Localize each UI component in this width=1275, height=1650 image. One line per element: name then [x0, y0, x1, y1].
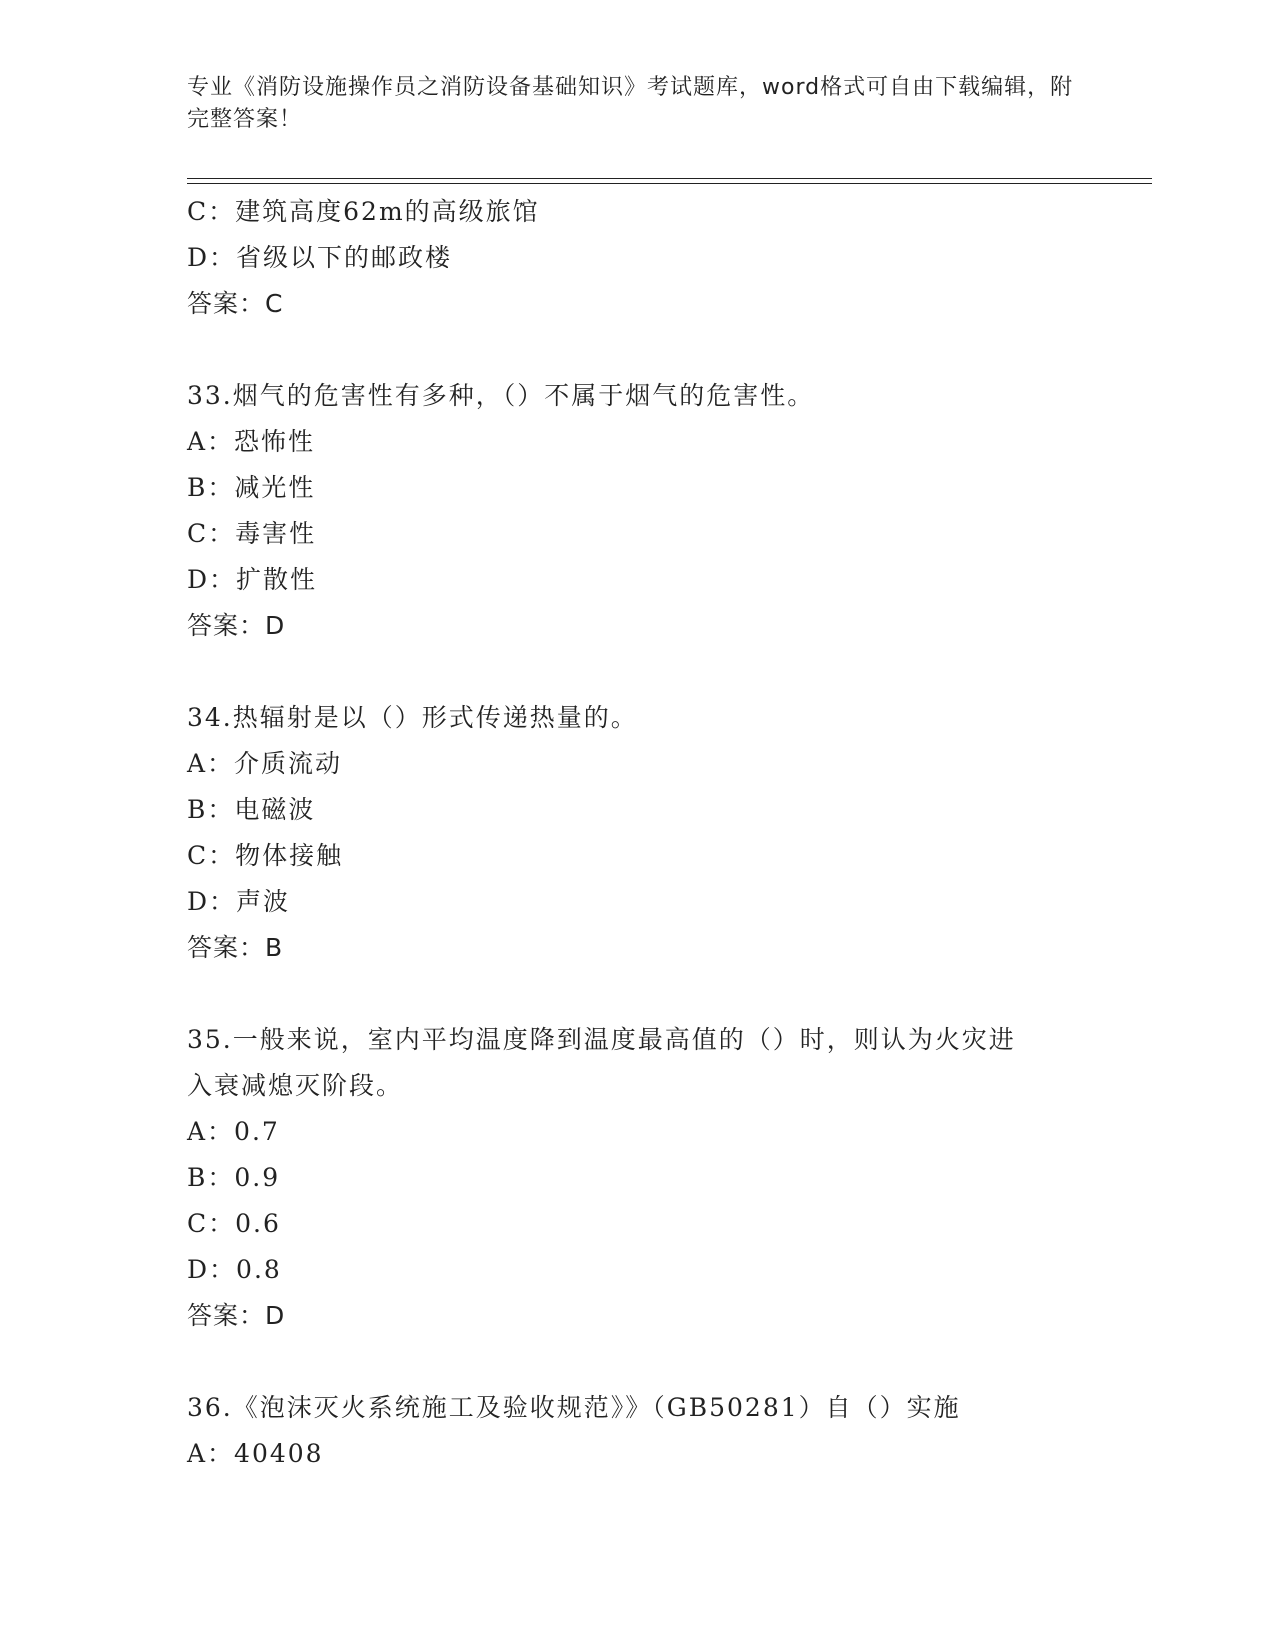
option-b: B：0.9 [187, 1163, 281, 1192]
spacer [187, 1339, 1087, 1385]
option-d: D：扩散性 [187, 565, 318, 594]
spacer [187, 971, 1087, 1017]
question-stem: 34.热辐射是以（）形式传递热量的。 [187, 703, 638, 732]
option-b: B：减光性 [187, 473, 316, 502]
option-b: B：电磁波 [187, 795, 316, 824]
option-c: C：毒害性 [187, 519, 317, 548]
question-stem-line-1: 35.一般来说，室内平均温度降到温度最高值的（）时，则认为火灾进 [187, 1025, 1016, 1054]
answer-line: 答案：D [187, 611, 286, 640]
answer-line: 答案：B [187, 933, 284, 962]
option-d: D：省级以下的邮政楼 [187, 243, 453, 272]
spacer [187, 649, 1087, 695]
option-c: C：物体接触 [187, 841, 344, 870]
question-stem: 36.《泡沫灭火系统施工及验收规范》》（GB50281）自（）实施 [187, 1393, 961, 1422]
option-c: C：建筑高度62m的高级旅馆 [187, 197, 540, 226]
option-d: D：声波 [187, 887, 291, 916]
spacer [187, 327, 1087, 373]
question-list [187, 189, 1087, 1477]
answer-line: 答案：D [187, 1301, 286, 1330]
option-a: A：恐怖性 [187, 427, 316, 456]
header-divider-top [187, 178, 1152, 179]
header-divider-bottom [187, 183, 1152, 184]
option-a: A：0.7 [187, 1117, 280, 1146]
question-stem: 33.烟气的危害性有多种，（）不属于烟气的危害性。 [187, 381, 815, 410]
option-d: D：0.8 [187, 1255, 282, 1284]
document-header: 专业《消防设施操作员之消防设备基础知识》考试题库，word格式可自由下载编辑，附完整答案！ [187, 75, 1074, 132]
option-a: A：介质流动 [187, 749, 343, 778]
answer-line: 答案：C [187, 289, 284, 318]
option-c: C：0.6 [187, 1209, 281, 1238]
question-stem-line-2: 入衰减熄灭阶段。 [187, 1071, 404, 1100]
option-a: A：40408 [187, 1439, 324, 1468]
